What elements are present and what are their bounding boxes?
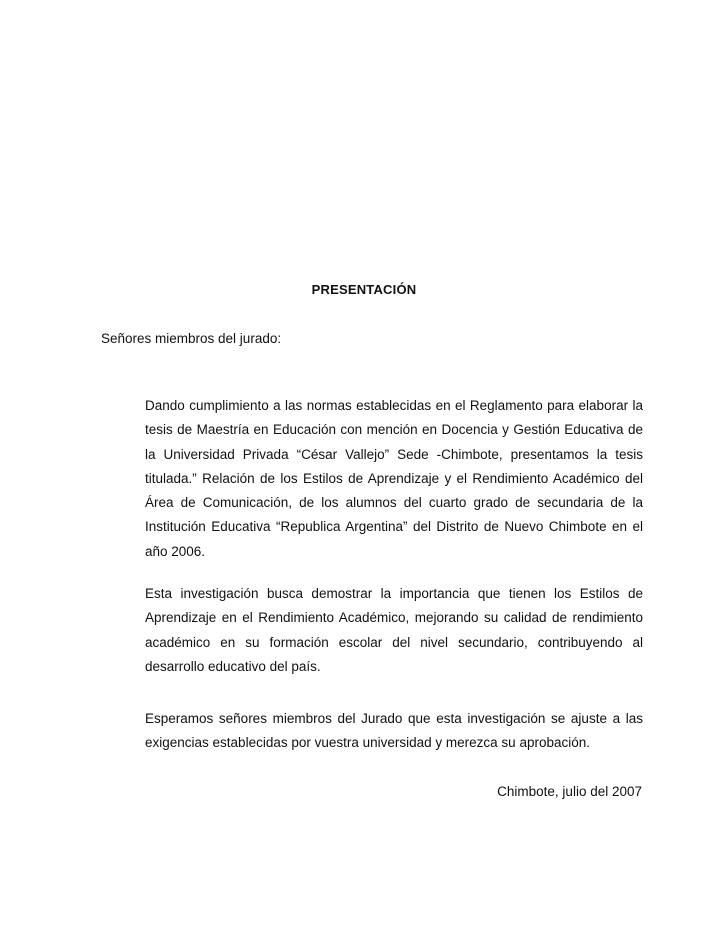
paragraph-2: Esta investigación busca demostrar la importancia que tienen los Estilos de Aprendizaje en el Rendimiento Académico, mejorando su calidad de rendimiento académico en su formación escolar del nivel secundario, contribuyendo al desarrollo educativo del país. xyxy=(145,586,643,674)
paragraph-3: Esperamos señores miembros del Jurado que esta investigación se ajuste a las exigencias establecidas por vuestra universidad y merezca su aprobación. xyxy=(145,711,643,751)
signature-date: Chimbote, julio del 2007 xyxy=(497,784,642,799)
salutation: Señores miembros del jurado: xyxy=(101,331,282,346)
paragraph-1: Dando cumplimiento a las normas establecidas en el Reglamento para elaborar la tesis de Maestría en Educación con mención en Docencia y Gestión Educativa de la Universidad Privada “César Vallejo” Sede -Chimbote, presentamos la tesis titulada.” Relación de los Estilos de Aprendizaje y el Rendimiento Académico del Área de Comunicación, de los alumnos del cuarto grado de secundaria de la Institución Educativa “Republica Argentina” del Distrito de Nuevo Chimbote en el año 2006. xyxy=(145,398,643,559)
page-title: PRESENTACIÓN xyxy=(311,282,417,297)
